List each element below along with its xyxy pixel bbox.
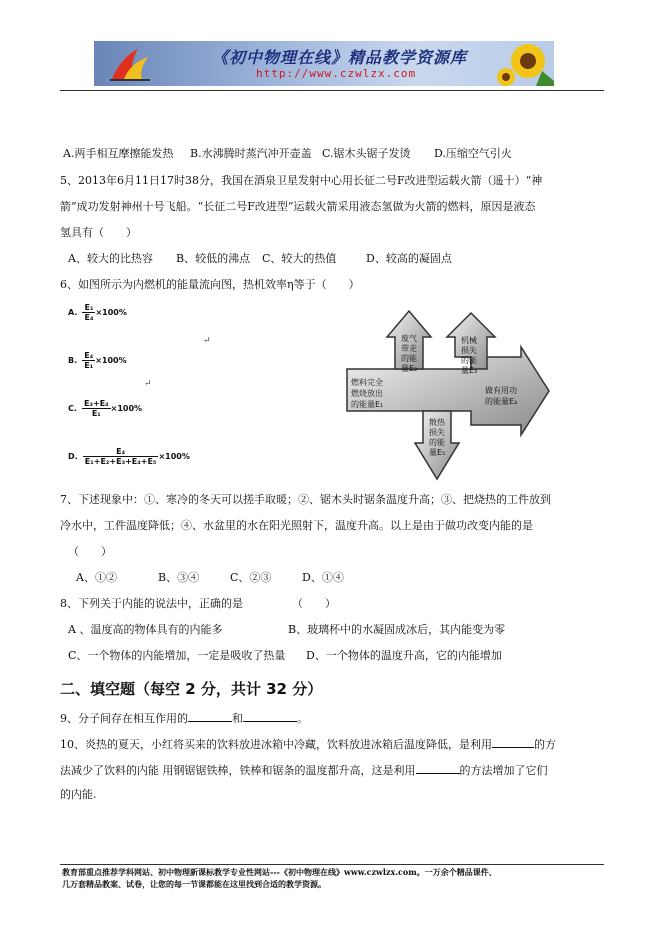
mechanical-loss-label: 机械 损失 的能 量E₃ [461, 336, 478, 375]
q8-option-a: A 、温度高的物体具有的内能多 [68, 623, 223, 636]
q5-option-c: C、较大的热值 [262, 252, 337, 265]
q7-option-a: A、①② [76, 571, 117, 584]
banner-url: http://www.czwlzx.com [256, 67, 417, 80]
q6-option-c: C. $\frac{\text{E₃+E₄}}{\text{E₁}}$ ×100% [68, 399, 143, 418]
eta-symbol: η [287, 278, 294, 291]
q8-option-d: D、一个物体的温度升高，它的内能增加 [306, 649, 502, 662]
q9-blank-1[interactable] [188, 710, 232, 722]
q7-stem-line1: 7、下述现象中：①、寒冷的冬天可以搓手取暖；②、锯木头时锯条温度升高；③、把烧热的工件放到 [60, 493, 551, 506]
q9-stem: 9、分子间存在相互作用的 和 。 [60, 712, 308, 725]
useful-work-label: 做有用功 的能量E₄ [485, 386, 518, 406]
sunflower-icon [496, 41, 554, 86]
q10-line1: 10、炎热的夏天，小红将买来的饮料放进冰箱中冷藏，饮料放进冰箱后温度降低，是利用 的方 [60, 738, 556, 751]
q6-option-d: D. $\frac{\text{E₄}}{\text{E₁+E₂+E₃+E₄+E₅}}$ ×100% [68, 447, 190, 466]
q7-stem-line3: （ ） [68, 545, 112, 558]
q10-blank-1[interactable] [492, 736, 534, 748]
q6-stem [60, 278, 360, 292]
return-mark: ↵ [203, 336, 211, 346]
fuel-energy-label: 燃料完全 燃烧放出 的能量E₁ [351, 378, 384, 409]
q6-stem-after: 等于（ ） [293, 278, 360, 291]
q8-stem: 8、下列关于内能的说法中，正确的是 [60, 597, 243, 610]
exhaust-energy-label: 废气 带走 的能 量E₂ [401, 334, 418, 373]
section-title-fill-in: 二、填空题（每空 2 分，共计 32 分） [60, 680, 323, 698]
q6-b-fraction: $\frac{\text{E₄}}{\text{E₁}}$ [84, 351, 94, 370]
banner-title: 《初中物理在线》精品教学资源库 [212, 48, 468, 67]
footer-line2: 几万套精品教案、试卷，让您的每一节课都能在这里找到合适的教学资源。 [62, 879, 326, 889]
header-banner [94, 41, 554, 86]
header-rule [60, 90, 604, 91]
q10-line2: 法减少了饮料的内能 用钢锯锯铁棒，铁棒和锯条的温度都升高，这是利用 的方法增加了它们 [60, 764, 548, 777]
site-logo-icon [108, 45, 152, 83]
q6-stem-before: 6、如图所示为内燃机的能量流向图，热机效率 [60, 278, 287, 291]
q5-stem-line3: 氢具有（ ） [60, 226, 137, 239]
q6-d-fraction: $\frac{\text{E₄}}{\text{E₁+E₂+E₃+E₄+E₅}}$ [84, 447, 157, 466]
energy-flow-diagram [343, 307, 553, 482]
q4-option-b: B.水沸腾时蒸汽冲开壶盖 [190, 147, 312, 160]
footer-rule [60, 864, 604, 865]
q10-blank-2[interactable] [416, 762, 460, 774]
q7-option-d: D、①④ [302, 571, 344, 584]
q8-option-b: B、玻璃杯中的水凝固成冰后，其内能变为零 [288, 623, 506, 636]
q4-option-c: C.锯木头锯子发烫 [322, 147, 411, 160]
q6-c-fraction: $\frac{\text{E₃+E₄}}{\text{E₁}}$ [84, 399, 109, 418]
q7-option-b: B、③④ [158, 571, 200, 584]
q4-option-a: A.两手相互摩擦能发热 [63, 147, 174, 160]
q9-blank-2[interactable] [243, 710, 297, 722]
q5-option-d: D、较高的凝固点 [366, 252, 452, 265]
q5-option-a: A、较大的比热容 [68, 252, 153, 265]
q8-paren: （ ） [292, 597, 336, 610]
q6-option-a: A. $\frac{\text{E₁}}{\text{E₄}}$ ×100% [68, 303, 127, 322]
q8-option-c: C、一个物体的内能增加，一定是吸收了热量 [68, 649, 286, 662]
q6-option-b: B. $\frac{\text{E₄}}{\text{E₁}}$ ×100% [68, 351, 127, 370]
q10-line3: 的内能. [60, 788, 97, 801]
q4-option-d: D.压缩空气引火 [434, 147, 512, 160]
q7-stem-line2: 冷水中，工件温度降低；④、水盆里的水在阳光照射下，温度升高。以上是由于做功改变内能的是 [60, 519, 533, 532]
q5-stem-line1: 5、2013年6月11日17时38分，我国在酒泉卫星发射中心用长征二号F改进型运载火箭（遥十）“神 [60, 174, 543, 187]
footer-line1: 教育部重点推荐学科网站、初中物理新课标教学专业性网站---《初中物理在线》www.czwlzx.com。一万余个精品课件、 [62, 867, 497, 877]
q6-a-fraction: $\frac{\text{E₁}}{\text{E₄}}$ [84, 303, 94, 322]
q5-stem-line2: 箭”成功发射神州十号飞船。“长征二号F改进型”运载火箭采用液态氢做为火箭的燃料，原因是液态 [60, 200, 536, 213]
heat-loss-label: 散热 损失 的能 量E₅ [429, 418, 446, 457]
q7-option-c: C、②③ [230, 571, 272, 584]
q5-option-b: B、较低的沸点 [176, 252, 251, 265]
return-mark: ↵ [144, 379, 152, 389]
